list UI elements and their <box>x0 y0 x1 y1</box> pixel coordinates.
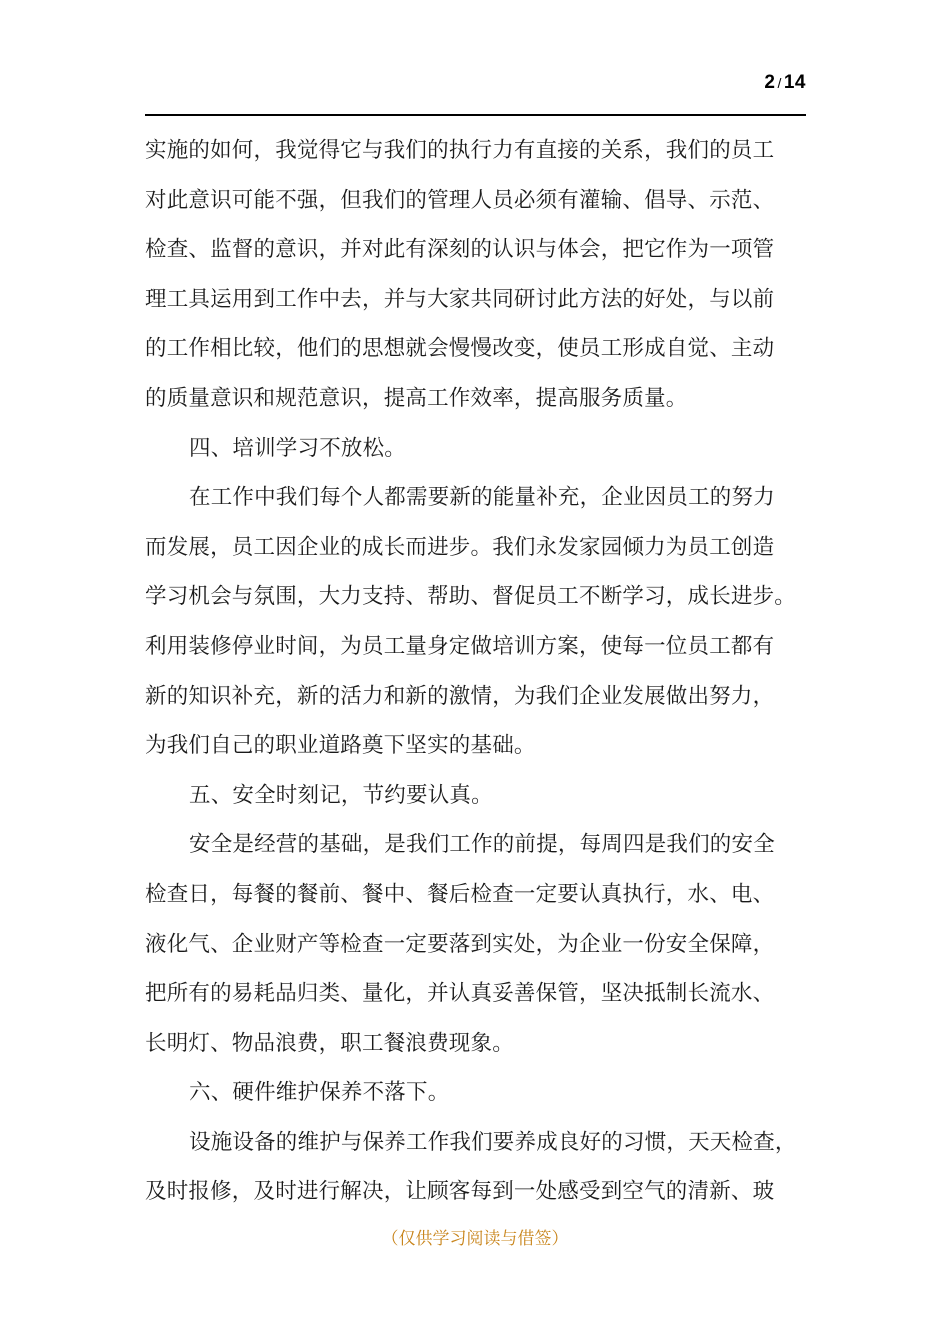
section-heading-5: 五、安全时刻记，节约要认真。 <box>189 782 493 808</box>
page-header <box>145 70 806 116</box>
text-line-16: 检查日，每餐的餐前、餐中、餐后检查一定要认真执行，水、电、 <box>145 881 775 907</box>
text-line-8: 在工作中我们每个人都需要新的能量补充，企业因员工的努力 <box>189 485 775 511</box>
text-line-11: 利用装修停业时间，为员工量身定做培训方案，使每一位员工都有 <box>145 633 775 659</box>
text-line-18: 把所有的易耗品归类、量化，并认真妥善保管，坚决抵制长流水、 <box>145 981 775 1007</box>
text-line-22: 及时报修，及时进行解决，让顾客每到一处感受到空气的清新、玻 <box>145 1179 775 1205</box>
text-line-6: 的质量意识和规范意识，提高工作效率，提高服务质量。 <box>145 385 688 411</box>
section-heading-4: 四、培训学习不放松。 <box>189 435 407 461</box>
text-line-13: 为我们自己的职业道路奠下坚实的基础。 <box>145 733 536 759</box>
text-line-17: 液化气、企业财产等检查一定要落到实处，为企业一份安全保障， <box>145 931 775 957</box>
text-line-2: 对此意识可能不强，但我们的管理人员必须有灌输、倡导、示范、 <box>145 187 775 213</box>
page-total: 14 <box>783 72 806 93</box>
text-line-5: 的工作相比较，他们的思想就会慢慢改变，使员工形成自觉、主动 <box>145 336 775 362</box>
text-line-15: 安全是经营的基础，是我们工作的前提，每周四是我们的安全 <box>189 832 775 858</box>
text-line-9: 而发展，员工因企业的成长而进步。我们永发家园倾力为员工创造 <box>145 534 775 560</box>
footer-note: （仅供学习阅读与借签） <box>381 1229 569 1249</box>
text-line-10: 学习机会与氛围，大力支持、帮助、督促员工不断学习，成长进步。 <box>145 584 797 610</box>
text-line-1: 实施的如何，我觉得它与我们的执行力有直接的关系，我们的员工 <box>145 138 775 163</box>
document-body <box>145 126 817 1217</box>
page-number <box>764 72 806 94</box>
text-line-12: 新的知识补充，新的活力和新的激情，为我们企业发展做出努力， <box>145 683 775 709</box>
text-line-21: 设施设备的维护与保养工作我们要养成良好的习惯，天天检查， <box>189 1129 797 1155</box>
page-separator: / <box>777 75 782 91</box>
text-line-4: 理工具运用到工作中去，并与大家共同研讨此方法的好处，与以前 <box>145 286 775 312</box>
text-line-19: 长明灯、物品浪费，职工餐浪费现象。 <box>145 1030 514 1056</box>
page-current: 2 <box>764 72 776 93</box>
text-line-3: 检查、监督的意识，并对此有深刻的认识与体会，把它作为一项管 <box>145 237 775 263</box>
section-heading-6: 六、硬件维护保养不落下。 <box>189 1080 450 1106</box>
